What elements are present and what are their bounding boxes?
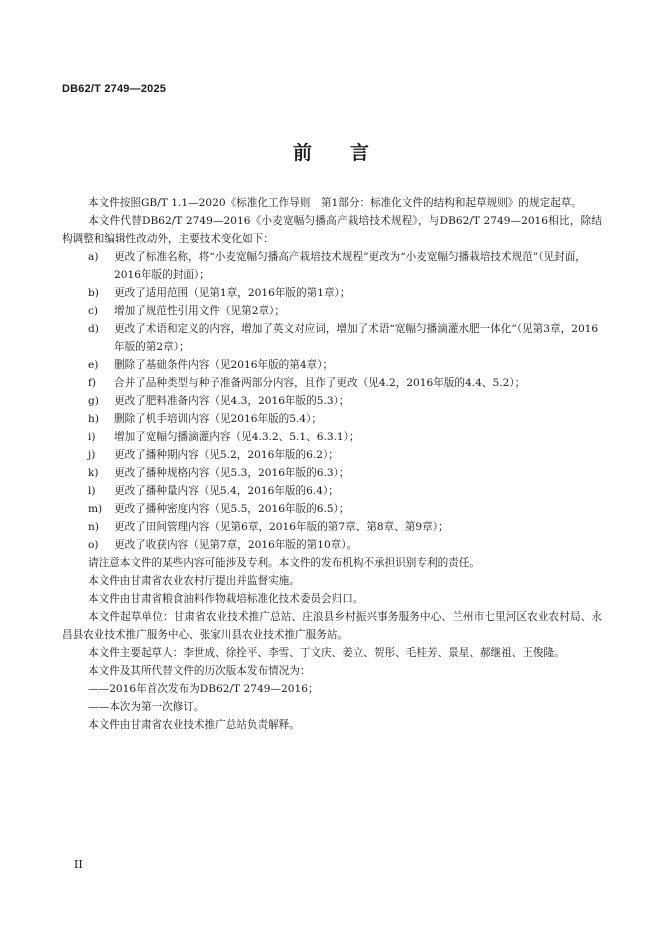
list-marker: o): [88, 539, 99, 551]
list-text: 更改了播种规格内容（见5.3，2016年版的6.3）；: [114, 467, 350, 479]
list-item: [62, 482, 602, 500]
paragraph-replacement: 本文件代替DB62/T 2749—2016《小麦宽幅匀播高产栽培技术规程》，与DB62/T 2749—2016相比，除结构调整和编辑性改动外，主要技术变化如下：: [62, 215, 602, 245]
list-marker: j): [88, 449, 96, 461]
list-item: [62, 374, 602, 392]
list-item: [62, 320, 602, 356]
list-text: 删除了基础条件内容（见2016年版的第4章）；: [114, 359, 334, 371]
list-item: [62, 428, 602, 446]
list-text: 更改了播种密度内容（见5.5，2016年版的6.5）；: [114, 503, 350, 515]
paragraph-committee: 本文件由甘肃省粮食油料作物栽培标准化技术委员会归口。: [88, 593, 364, 605]
list-text: 更改了适用范围（见第1章，2016年版的第1章）；: [114, 287, 351, 299]
list-item: [62, 302, 602, 320]
page-title: 前 言: [292, 142, 369, 164]
list-marker: c): [88, 305, 99, 317]
list-marker: a): [88, 251, 99, 263]
list-marker: f): [88, 377, 97, 389]
list-item: [62, 536, 602, 554]
list-marker: m): [88, 503, 103, 515]
paragraph-history-intro: 本文件及其所代替文件的历次版本发布情况为：: [88, 665, 311, 677]
paragraph-drafters: 本文件主要起草人：李世成、徐拴平、李雪、丁文庆、姜立、贺彤、毛桂芳、景星、郝继祖、王俊隆。: [88, 647, 565, 659]
list-marker: e): [88, 359, 99, 371]
list-item: [62, 464, 602, 482]
list-item: [62, 284, 602, 302]
list-text: 更改了收获内容（见第7章，2016年版的第10章）。: [114, 539, 358, 551]
list-text: 增加了规范性引用文件（见第2章）；: [114, 305, 285, 317]
list-item: [62, 248, 602, 284]
list-item: [62, 518, 602, 536]
list-marker: b): [88, 287, 99, 299]
paragraph-interpretation: 本文件由甘肃省农业技术推广总站负责解释。: [88, 719, 300, 731]
list-text: 增加了宽幅匀播滴灌内容（见4.3.2、5.1、6.3.1）；: [114, 431, 360, 443]
changes-list: [62, 248, 602, 554]
list-item: [62, 392, 602, 410]
document-body: [62, 194, 602, 734]
list-item: [62, 500, 602, 518]
list-text: 更改了播种期内容（见5.2，2016年版的6.2）；: [114, 449, 339, 461]
document-id: DB62/T 2749—2025: [62, 83, 167, 95]
list-text: 更改了田间管理内容（见第6章，2016年版的第7章、第8章、第9章）；: [114, 521, 449, 533]
list-marker: i): [88, 431, 96, 443]
history-item: ——本次为第一次修订。: [88, 701, 205, 713]
list-text: 更改了标准名称，将“小麦宽幅匀播高产栽培技术规程”更改为“小麦宽幅匀播栽培技术规范”（见封面，2016年版的封面）；: [114, 251, 586, 281]
list-marker: h): [88, 413, 99, 425]
paragraph-drafting-basis: 本文件按照GB/T 1.1—2020《标准化工作导则 第1部分：标准化文件的结构和起草规则》的规定起草。: [88, 197, 582, 209]
paragraph-proposer: 本文件由甘肃省农业农村厅提出并监督实施。: [88, 575, 300, 587]
list-marker: n): [88, 521, 99, 533]
list-text: 更改了肥料准备内容（见4.3，2016年版的5.3）；: [114, 395, 350, 407]
list-marker: d): [88, 323, 99, 335]
history-item: ——2016年首次发布为DB62/T 2749—2016；: [88, 683, 319, 695]
list-marker: l): [88, 485, 96, 497]
list-item: [62, 356, 602, 374]
paragraph-drafting-units: 本文件起草单位：甘肃省农业技术推广总站、庄浪县乡村振兴事务服务中心、兰州市七里河区农业农村局、永昌县农业技术推广服务中心、张家川县农业技术推广服务站。: [62, 611, 602, 641]
list-item: [62, 446, 602, 464]
list-item: [62, 410, 602, 428]
page-number: II: [74, 858, 83, 871]
list-text: 合并了品种类型与种子准备两部分内容，且作了更改（见4.2，2016年版的4.4、5.2）；: [114, 377, 526, 389]
list-marker: k): [88, 467, 99, 479]
list-text: 更改了播种量内容（见5.4，2016年版的6.4）；: [114, 485, 339, 497]
list-text: 更改了术语和定义的内容，增加了英文对应词，增加了术语“宽幅匀播滴灌水肥一体化”（见第3章，2016年版的第2章）；: [114, 323, 599, 353]
paragraph-patent-notice: 请注意本文件的某些内容可能涉及专利。本文件的发布机构不承担识别专利的责任。: [88, 557, 480, 569]
list-marker: g): [88, 395, 99, 407]
list-text: 删除了机手培训内容（见2016年版的5.4）；: [114, 413, 323, 425]
